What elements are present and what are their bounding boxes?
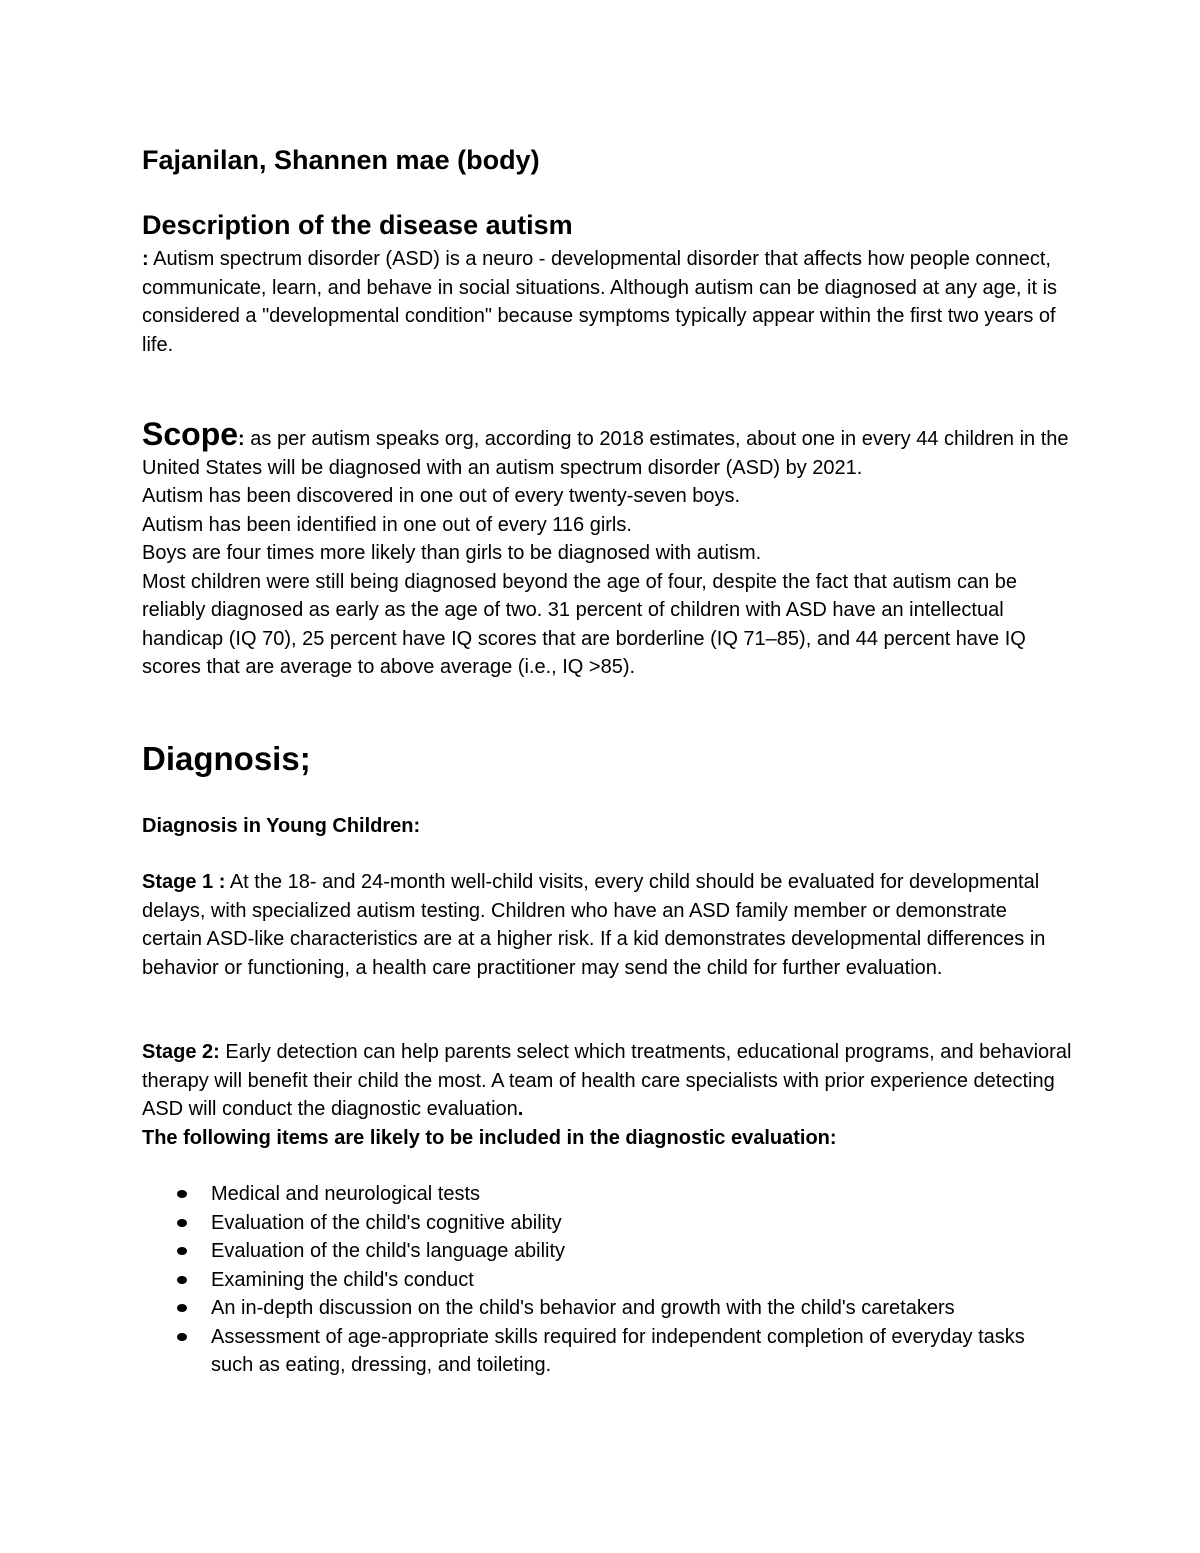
list-item: [142, 1323, 1062, 1380]
list-item-text: Evaluation of the child's cognitive ability: [211, 1211, 562, 1234]
description-text: Autism spectrum disorder (ASD) is a neuro - developmental disorder that affects how people connect, communicate, learn, and behave in social situations. Although autism can be diagnosed at any age, it is considered a "developmental condition" because symptoms typically appear within the first two years of life.: [142, 248, 1058, 356]
bullet-icon: [177, 1219, 187, 1227]
scope-section: [142, 418, 1072, 682]
list-item: [142, 1266, 1062, 1295]
scope-text-1: as per autism speaks org, according to 2018 estimates, about one in every 44 children in the United States will be diagnosed with an autism spectrum disorder (ASD) by 2021.: [142, 428, 1069, 479]
description-heading: Description of the disease autism: [142, 210, 573, 240]
evaluation-list: [142, 1180, 1062, 1380]
list-item-text: Evaluation of the child's language ability: [211, 1240, 566, 1262]
stage-2-paragraph: [142, 1038, 1072, 1152]
evaluation-heading: The following items are likely to be included in the diagnostic evaluation:: [142, 1126, 837, 1149]
diagnosis-heading: Diagnosis;: [142, 740, 311, 777]
scope-text-4: Boys are four times more likely than girls to be diagnosed with autism.: [142, 542, 762, 564]
scope-text-2: Autism has been discovered in one out of every twenty-seven boys.: [142, 485, 741, 507]
bullet-icon: [177, 1304, 187, 1312]
bullet-icon: [177, 1276, 187, 1284]
stage-2-text: Early detection can help parents select which treatments, educational programs, and behavioral therapy will benefit their child the most. A team of health care specialists with prior experience detecting ASD will conduct the diagnostic evaluation: [142, 1041, 1072, 1120]
young-children-heading: Diagnosis in Young Children:: [142, 815, 421, 837]
list-item: [142, 1180, 1062, 1209]
bullet-icon: [177, 1333, 187, 1341]
scope-text-5: Most children were still being diagnosed beyond the age of four, despite the fact that autism can be reliably diagnosed as early as the age of two. 31 percent of children with ASD have an intellectual handicap (IQ 70), 25 percent have IQ scores that are borderline (IQ 71–85), and 44 percent have IQ scores that are average to above average (i.e., IQ >85).: [142, 570, 1026, 678]
stage-2-period: .: [517, 1098, 524, 1120]
bullet-icon: [177, 1190, 187, 1198]
scope-first-line: [142, 418, 1072, 482]
list-item-text: Examining the child's conduct: [211, 1268, 474, 1291]
scope-label: Scope: [142, 416, 239, 452]
scope-colon: :: [238, 428, 245, 450]
stage-1-paragraph: [142, 868, 1062, 982]
stage-2-body: [142, 1038, 1072, 1124]
description-paragraph: [142, 245, 1062, 359]
stage-2-label: Stage 2:: [142, 1041, 220, 1063]
list-item: [142, 1237, 1062, 1266]
list-item: [142, 1209, 1062, 1238]
list-item-text: An in-depth discussion on the child's behavior and growth with the child's caretakers: [211, 1297, 955, 1319]
stage-1-text: At the 18- and 24-month well-child visits, every child should be evaluated for developmental delays, with specialized autism testing. Children who have an ASD family member or demonstrate certain ASD-like characteristics are at a higher risk. If a kid demonstrates developmental differences in behavior or functioning, a health care practitioner may send the child for further evaluation.: [142, 871, 1046, 979]
bullet-icon: [177, 1247, 187, 1255]
scope-text-3: Autism has been identified in one out of every 116 girls.: [142, 513, 632, 536]
stage-1-label: Stage 1 :: [142, 871, 226, 893]
author-line: Fajanilan, Shannen mae (body): [142, 145, 540, 175]
list-item: [142, 1294, 1062, 1323]
description-colon: :: [142, 248, 149, 270]
list-item-text: Assessment of age-appropriate skills required for independent completion of everyday tasks such as eating, dressing, and toileting.: [211, 1325, 1025, 1376]
list-item-text: Medical and neurological tests: [211, 1183, 481, 1205]
